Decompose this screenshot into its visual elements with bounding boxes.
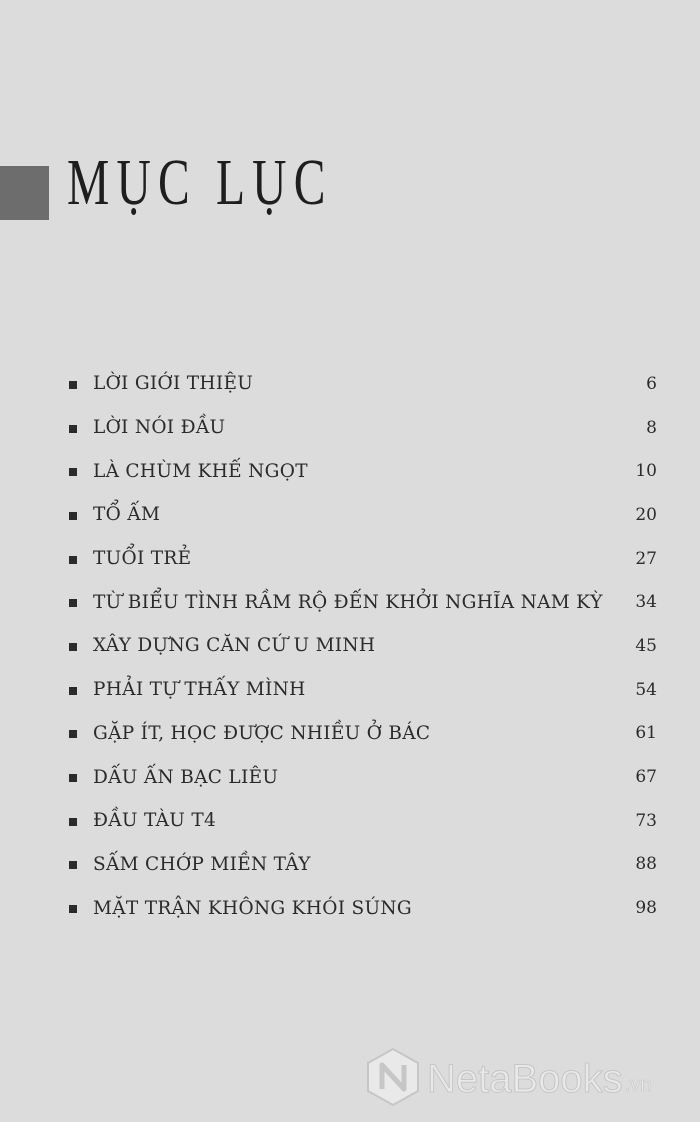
square-bullet-icon [69,774,77,782]
toc-entry-title: LỜI GIỚI THIỆU [93,373,254,395]
table-of-contents [0,362,700,930]
toc-entry-page: 20 [635,504,657,525]
square-bullet-icon [69,687,77,695]
toc-entry[interactable] [0,886,700,930]
square-bullet-icon [69,599,77,607]
toc-entry-page: 98 [635,898,657,919]
toc-entry-page: 8 [646,417,657,438]
toc-entry-page: 67 [635,767,657,788]
toc-entry-page: 61 [635,723,657,744]
toc-entry-page: 45 [635,635,657,656]
toc-entry-title: XÂY DỰNG CĂN CỨ U MINH [93,635,376,657]
toc-entry-page: 73 [635,810,657,831]
toc-entry[interactable] [0,843,700,887]
toc-entry[interactable] [0,799,700,843]
watermark-suffix: .vn [624,1073,652,1096]
toc-entry[interactable] [0,406,700,450]
toc-entry-title: LỜI NÓI ĐẦU [93,417,226,439]
toc-entry[interactable] [0,362,700,406]
toc-entry[interactable] [0,449,700,493]
netabooks-logo-icon [365,1047,421,1111]
toc-entry-title: LÀ CHÙM KHẾ NGỌT [93,460,308,482]
square-bullet-icon [69,512,77,520]
toc-entry-page: 88 [635,854,657,875]
toc-entry-page: 10 [635,461,657,482]
toc-entry[interactable] [0,755,700,799]
toc-entry[interactable] [0,580,700,624]
toc-entry-page: 54 [635,679,657,700]
toc-entry-title: ĐẦU TÀU T4 [93,810,217,832]
toc-entry[interactable] [0,537,700,581]
toc-entry-title: TỪ BIỂU TÌNH RẦM RỘ ĐẾN KHỞI NGHĨA NAM KỲ [93,591,603,613]
square-bullet-icon [69,468,77,476]
toc-entry-page: 27 [635,548,657,569]
page-title: MỤC LỤC [67,146,333,219]
square-bullet-icon [69,905,77,913]
toc-entry-title: GẶP ÍT, HỌC ĐƯỢC NHIỀU Ở BÁC [93,722,431,744]
toc-entry-title: PHẢI TỰ THẤY MÌNH [93,679,306,701]
toc-entry[interactable] [0,668,700,712]
toc-entry-title: TUỔI TRẺ [93,548,192,570]
netabooks-watermark [365,1047,651,1111]
square-bullet-icon [69,643,77,651]
square-bullet-icon [69,425,77,433]
toc-entry[interactable] [0,624,700,668]
square-bullet-icon [69,861,77,869]
title-accent-bar [0,166,49,220]
square-bullet-icon [69,818,77,826]
toc-entry-title: DẤU ẤN BẠC LIÊU [93,766,279,788]
toc-entry-page: 6 [646,373,657,394]
toc-entry-page: 34 [635,592,657,613]
watermark-brand: NetaBooks [427,1056,623,1101]
toc-entry-title: SẤM CHỚP MIỀN TÂY [93,853,311,875]
toc-entry-title: TỔ ẤM [93,504,161,526]
square-bullet-icon [69,381,77,389]
square-bullet-icon [69,556,77,564]
toc-entry[interactable] [0,712,700,756]
square-bullet-icon [69,730,77,738]
toc-entry-title: MẶT TRẬN KHÔNG KHÓI SÚNG [93,897,412,919]
toc-entry[interactable] [0,493,700,537]
